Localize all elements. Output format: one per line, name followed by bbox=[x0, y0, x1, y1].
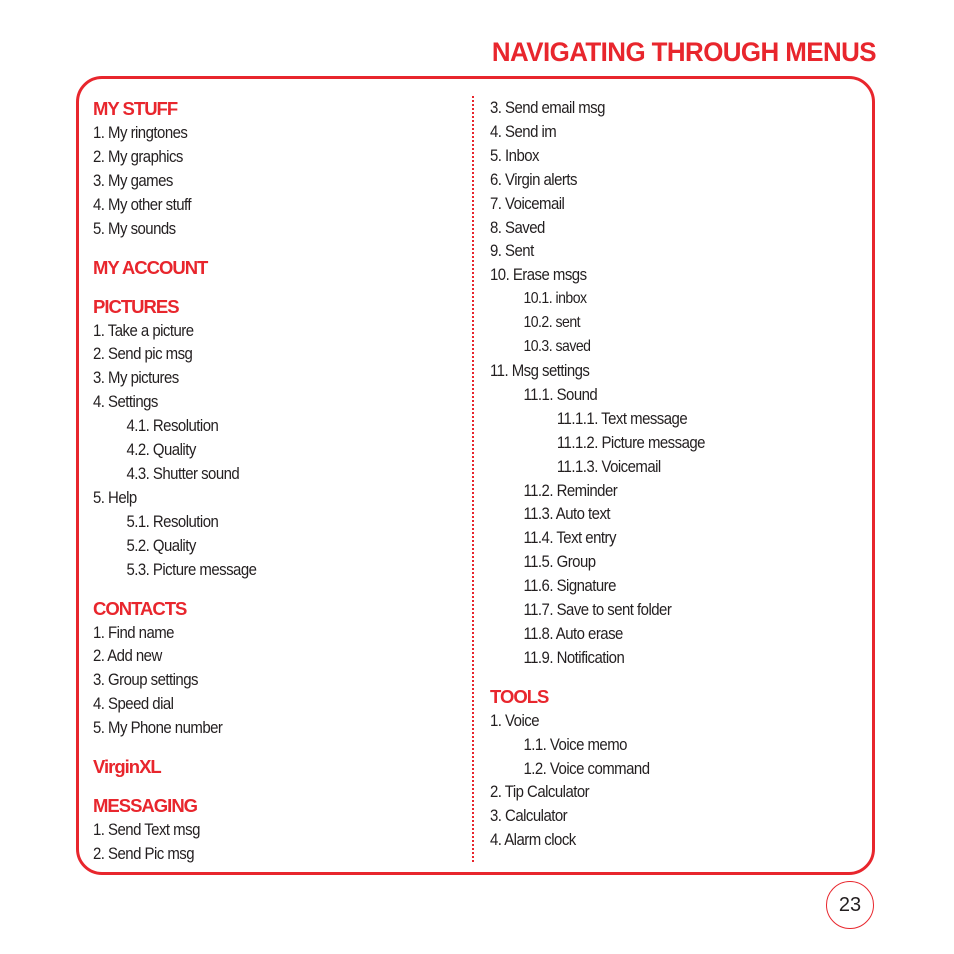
menu-item: 5. Inbox bbox=[490, 145, 540, 165]
menu-item: 11.1. Sound bbox=[523, 384, 598, 404]
menu-item: 2. Send Pic msg bbox=[93, 843, 195, 863]
menu-item: 4.2. Quality bbox=[126, 440, 196, 460]
right-column bbox=[490, 96, 860, 852]
menu-item: 6. Virgin alerts bbox=[490, 169, 577, 189]
menu-item: 3. My games bbox=[93, 170, 173, 190]
left-column bbox=[93, 97, 463, 866]
menu-item: 5.1. Resolution bbox=[126, 511, 219, 531]
menu-item: 10.2. sent bbox=[523, 314, 581, 332]
menu-item: 11.6. Signature bbox=[523, 576, 616, 596]
page-title: NAVIGATING THROUGH MENUS bbox=[491, 37, 876, 67]
page-number: 23 bbox=[826, 881, 874, 929]
menu-item: 4. Send im bbox=[490, 121, 557, 141]
menu-item: 11.1.3. Voicemail bbox=[556, 456, 661, 476]
menu-item: 5. My sounds bbox=[93, 218, 176, 238]
section-heading: TOOLS bbox=[490, 685, 549, 707]
menu-item: 2. Send pic msg bbox=[93, 344, 193, 364]
menu-item: 7. Voicemail bbox=[490, 193, 565, 213]
menu-item: 1. Find name bbox=[93, 622, 174, 642]
menu-item: 11.9. Notification bbox=[523, 647, 625, 667]
menu-item: 3. My pictures bbox=[93, 368, 179, 388]
menu-item: 1.2. Voice command bbox=[523, 758, 650, 778]
menu-item: 5. Help bbox=[93, 487, 137, 507]
section-heading: MESSAGING bbox=[93, 795, 198, 817]
menu-item: 5.2. Quality bbox=[126, 535, 196, 555]
column-divider bbox=[472, 96, 474, 862]
menu-item: 11.1.1. Text message bbox=[556, 408, 688, 428]
menu-item: 1. Voice bbox=[490, 710, 540, 730]
section-heading: PICTURES bbox=[93, 295, 179, 317]
section-heading: VirginXL bbox=[93, 756, 161, 778]
section-heading: CONTACTS bbox=[93, 597, 187, 619]
menu-item: 2. My graphics bbox=[93, 146, 183, 166]
menu-item: 4.3. Shutter sound bbox=[126, 463, 240, 483]
section-heading: MY STUFF bbox=[93, 98, 178, 119]
menu-item: 11.3. Auto text bbox=[523, 504, 611, 524]
menu-item: 3. Calculator bbox=[490, 806, 568, 826]
menu-item: 11.1.2. Picture message bbox=[556, 432, 705, 452]
menu-item: 2. Tip Calculator bbox=[490, 782, 590, 802]
menu-item: 8. Saved bbox=[490, 217, 545, 237]
section-heading: MY ACCOUNT bbox=[93, 256, 208, 278]
menu-item: 1.1. Voice memo bbox=[523, 734, 627, 754]
menu-item: 11.8. Auto erase bbox=[523, 623, 623, 643]
menu-item: 11. Msg settings bbox=[490, 360, 590, 380]
menu-item: 11.4. Text entry bbox=[523, 528, 616, 548]
menu-item: 4. My other stuff bbox=[93, 194, 192, 214]
menu-item: 10.3. saved bbox=[523, 338, 591, 356]
menu-item: 1. Take a picture bbox=[93, 320, 194, 340]
menu-item: 4. Speed dial bbox=[93, 694, 174, 714]
menu-item: 5. My Phone number bbox=[93, 718, 223, 738]
menu-item: 4. Settings bbox=[93, 392, 158, 412]
menu-item: 2. Add new bbox=[93, 646, 162, 666]
menu-item: 4.1. Resolution bbox=[126, 416, 219, 436]
menu-item: 1. My ringtones bbox=[93, 123, 188, 142]
menu-item: 4. Alarm clock bbox=[490, 830, 576, 850]
menu-item: 9. Sent bbox=[490, 241, 534, 261]
menu-item: 11.7. Save to sent folder bbox=[523, 600, 672, 620]
menu-item: 11.5. Group bbox=[523, 552, 596, 572]
menu-item: 10. Erase msgs bbox=[490, 265, 587, 285]
menu-item: 3. Group settings bbox=[93, 670, 198, 690]
menu-item: 3. Send email msg bbox=[490, 98, 605, 117]
menu-item: 11.2. Reminder bbox=[523, 480, 618, 500]
menu-item: 10.1. inbox bbox=[523, 290, 587, 308]
menu-item: 5.3. Picture message bbox=[126, 559, 257, 579]
menu-item: 1. Send Text msg bbox=[93, 820, 200, 840]
